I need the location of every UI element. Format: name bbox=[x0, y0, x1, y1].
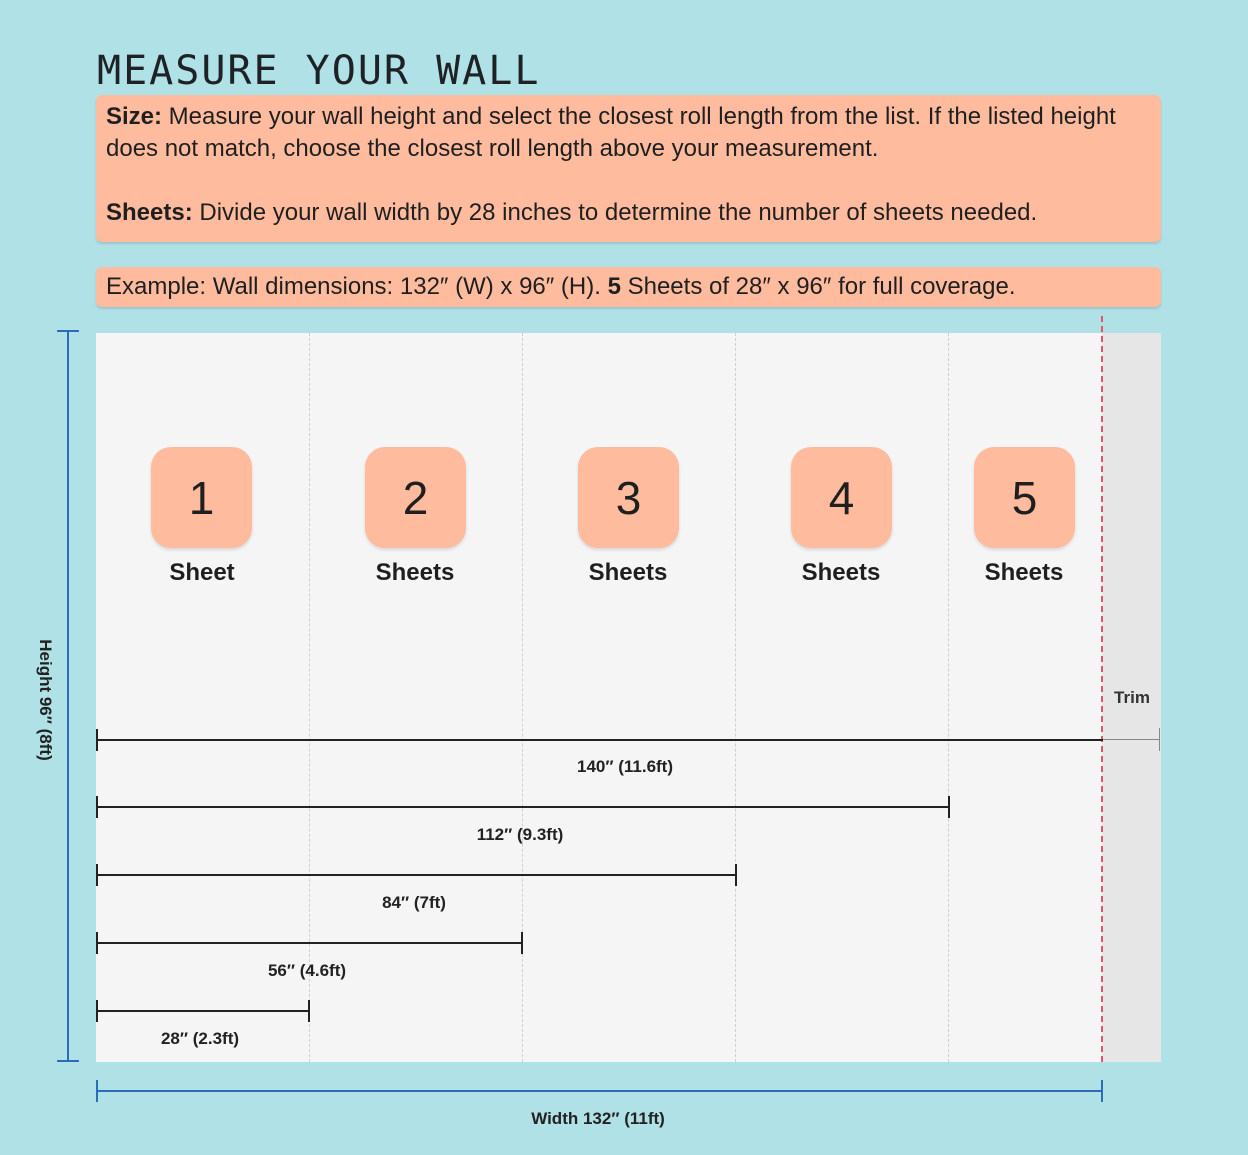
measure-line-112 bbox=[96, 806, 950, 808]
trim-extension-line bbox=[1103, 739, 1160, 740]
trim-line bbox=[1101, 316, 1103, 1062]
sheet-label-2: Sheets bbox=[375, 559, 455, 586]
width-label: Width 132″ (11ft) bbox=[531, 1109, 665, 1128]
measure-line-84 bbox=[96, 874, 737, 876]
size-label: Size: bbox=[106, 103, 163, 130]
example-count: 5 bbox=[607, 273, 621, 300]
measure-label-140: 140″ (11.6ft) bbox=[576, 757, 674, 776]
sheet-label-3: Sheets bbox=[588, 559, 668, 586]
example-prefix: Example: Wall dimensions: 132″ (W) x 96″ (H). bbox=[106, 273, 608, 300]
width-dimension-cap bbox=[1101, 1080, 1103, 1102]
measure-line-56 bbox=[96, 942, 523, 944]
height-dimension-line bbox=[67, 331, 69, 1062]
sheet-badge-5: 5 bbox=[974, 447, 1075, 548]
measure-line-140 bbox=[96, 739, 1103, 741]
measure-label-56: 56″ (4.6ft) bbox=[267, 961, 347, 980]
sheet-label-4: Sheets bbox=[801, 559, 881, 586]
measure-label-112: 112″ (9.3ft) bbox=[476, 825, 564, 844]
sheets-label: Sheets: bbox=[106, 199, 193, 226]
height-dimension-cap bbox=[57, 1060, 79, 1062]
page-title: MEASURE YOUR WALL bbox=[97, 48, 541, 94]
sheet-badge-2: 2 bbox=[365, 447, 466, 548]
sheet-divider bbox=[309, 333, 310, 1062]
measure-label-28: 28″ (2.3ft) bbox=[160, 1029, 240, 1048]
example-suffix: Sheets of 28″ x 96″ for full coverage. bbox=[620, 273, 1016, 300]
measure-label-84: 84″ (7ft) bbox=[382, 893, 446, 912]
width-dimension-cap bbox=[96, 1080, 98, 1102]
sheet-label-1: Sheet bbox=[169, 559, 235, 586]
height-label: Height 96″ (8ft) bbox=[36, 639, 55, 761]
sheet-badge-4: 4 bbox=[791, 447, 892, 548]
instructions-box bbox=[96, 95, 1161, 242]
width-dimension-line bbox=[96, 1090, 1103, 1092]
sheets-text: Divide your wall width by 28 inches to determine the number of sheets needed. bbox=[192, 199, 1038, 226]
sheet-label-5: Sheets bbox=[984, 559, 1064, 586]
sheets-instruction bbox=[106, 197, 1151, 229]
size-instruction bbox=[106, 101, 1151, 165]
sheet-badge-3: 3 bbox=[578, 447, 679, 548]
sheet-divider bbox=[948, 333, 949, 1062]
wall-area bbox=[96, 333, 1161, 1062]
height-dimension-cap bbox=[57, 330, 79, 332]
measure-line-28 bbox=[96, 1010, 310, 1012]
size-text: Measure your wall height and select the closest roll length from the list. If the listed height does not match, choose the closest roll length above your measurement. bbox=[106, 103, 1116, 162]
example-box bbox=[96, 267, 1161, 307]
trim-extension-tick bbox=[1159, 728, 1160, 751]
sheet-divider bbox=[735, 333, 736, 1062]
sheet-badge-1: 1 bbox=[151, 447, 252, 548]
trim-label: Trim bbox=[1114, 688, 1150, 707]
